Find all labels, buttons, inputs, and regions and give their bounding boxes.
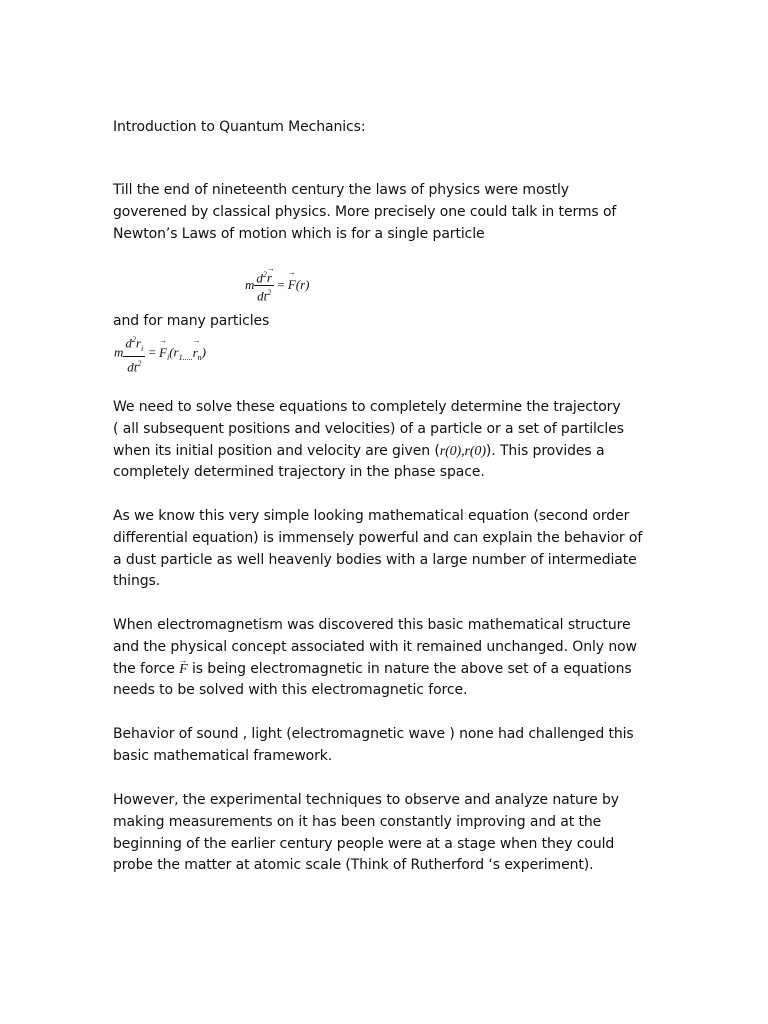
paragraph-newton: Till the end of nineteenth century the laws of physics were mostly goverened by classical physics. More precisely one could talk in terms of Newton’s Laws of motion which is for a single particle (113, 182, 617, 242)
document-title: Introduction to Quantum Mechanics: (113, 119, 366, 135)
paragraph-many-particles: and for many particles (113, 313, 270, 329)
equation-many-particles: m $\frac{d^2r_i}{dt^2}$ = → $F_i(r_{1.....}\to r_n)$ (114, 333, 206, 374)
initial-conditions: r(0),r(0) (439, 443, 486, 459)
equation-single-particle: m $\frac{d^2\to r}{dt^2}$ = → F(r) (245, 268, 309, 304)
paragraph-sound-light: Behavior of sound , light (electromagnetic wave ) none had challenged this basic mathematical framework. (113, 726, 634, 764)
paragraph-experimental: However, the experimental techniques to observe and analyze nature by making measurements on it has been constantly improving and at the beginning of the earlier century people were at a stage when they could probe the matter at atomic scale (Think of Rutherford ‘s experiment). (113, 792, 619, 874)
second-derivative-fraction-i: $\frac{d^2r_i}{dt^2}$ (125, 335, 144, 375)
force-vector-symbol: → F (179, 659, 187, 681)
paragraph-powerful-equation: As we know this very simple looking mathematical equation (second order differential equation) is immensely powerful and can explain the behavior of a dust particle as well heavenly bodies with a large number of intermediate things. (113, 508, 643, 590)
paragraph-electromagnetism: When electromagnetism was discovered this basic mathematical structure and the physical concept associated with it remained unchanged. Only now the force → F is being electromagnetic in nature the above set of a equations needs to be solved with this electromagnetic force. (113, 615, 643, 702)
second-derivative-fraction: $\frac{d^2\to r}{dt^2}$ (254, 268, 274, 304)
paragraph-trajectory: We need to solve these equations to completely determine the trajectory ( all subsequent positions and velocities) of a particle or a set of partilcles when its initial position and velocity are given (r(0),r(0)). This provides a completely determined trajectory in the phase space. (113, 399, 624, 481)
